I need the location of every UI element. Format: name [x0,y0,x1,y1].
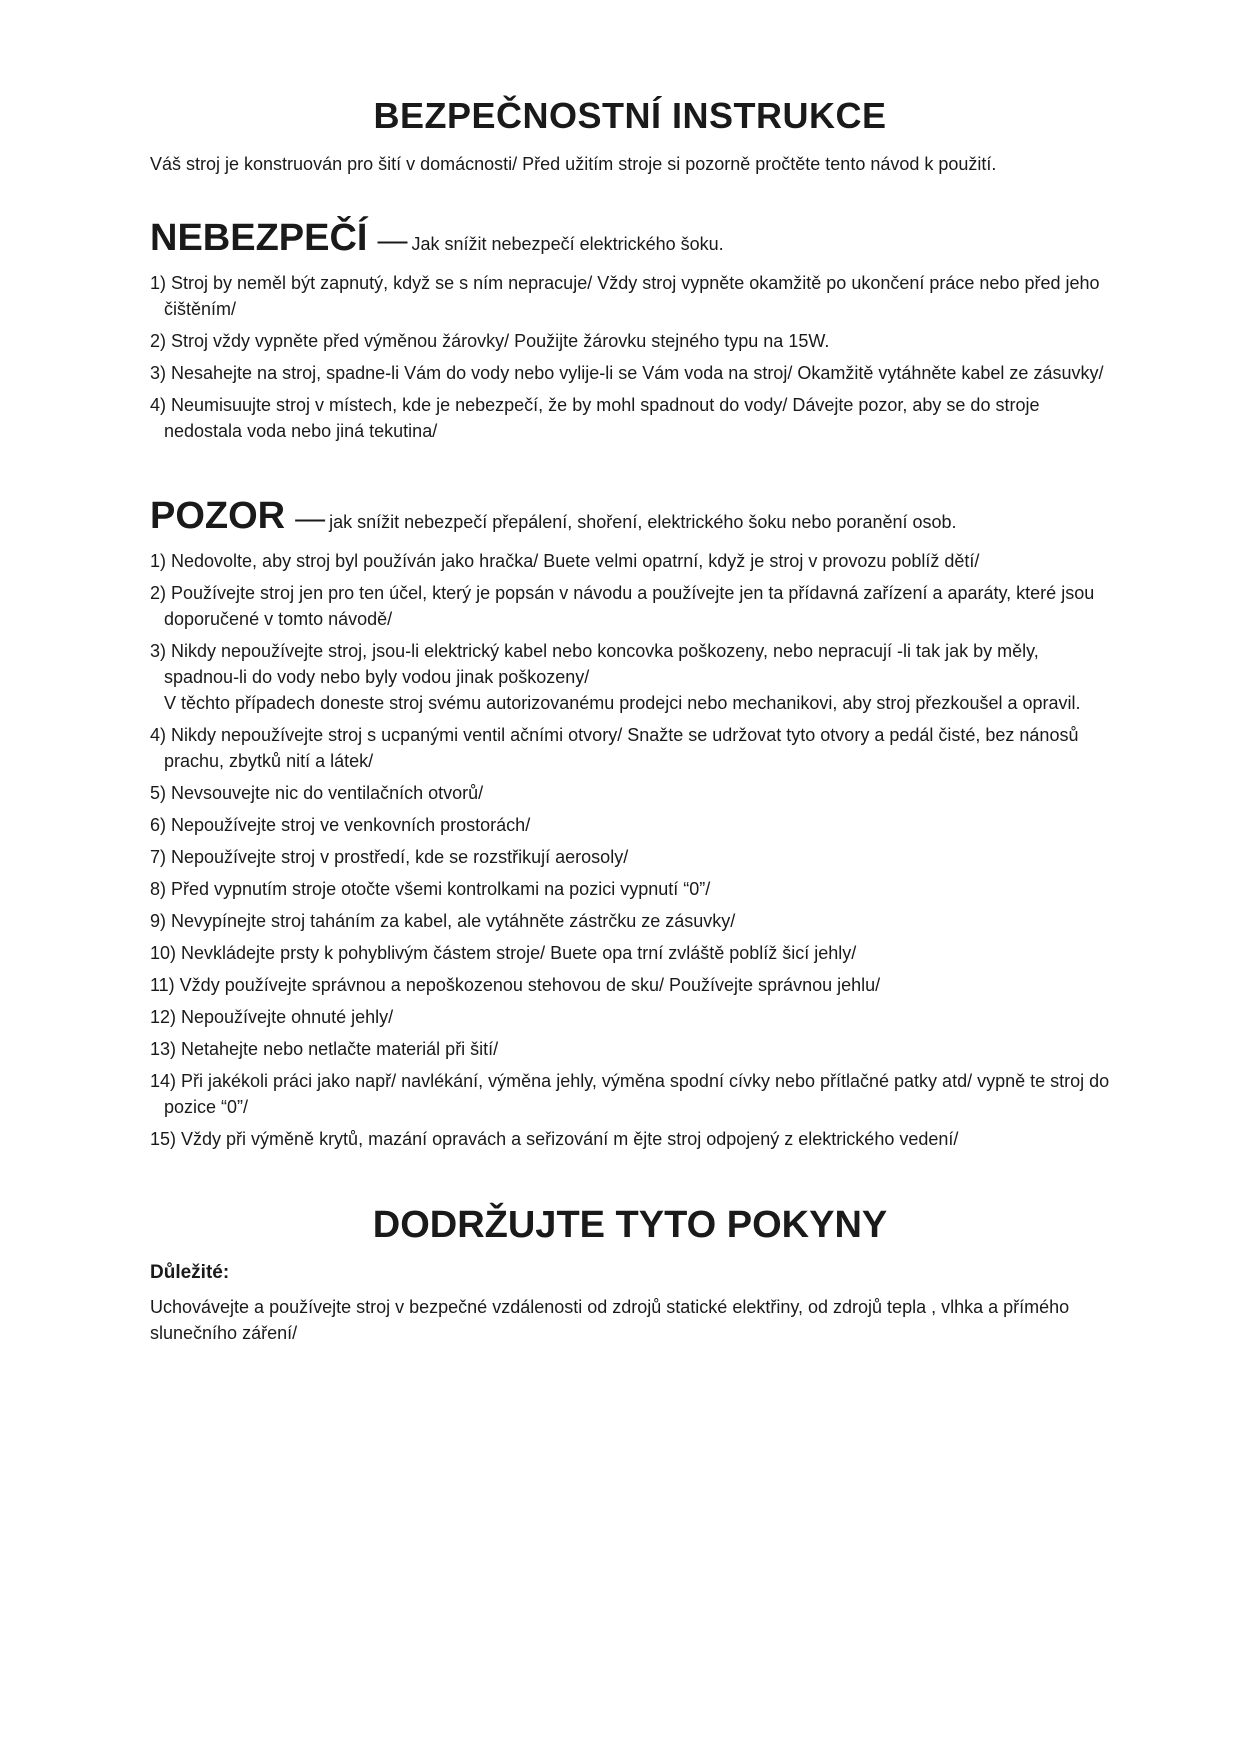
danger-item: 4) Neumisuujte stroj v místech, kde je nebezpečí, že by mohl spadnout do vody/ Dávejte pozor, aby se do stroje nedostala voda nebo jiná tekutina/ [150,395,1040,441]
danger-dash: — [377,224,408,257]
danger-item: 3) Nesahejte na stroj, spadne-li Vám do vody nebo vylije-li se Vám voda na stroj/ Okamžitě vytáhněte kabel ze zásuvky/ [150,363,1104,383]
caution-dash: — [295,502,326,535]
important-label: Důležité: [150,1262,230,1283]
caution-item: 1) Nedovolte, aby stroj byl používán jako hračka/ Buete velmi opatrní, když je stroj v provozu poblíž dětí/ [150,551,980,571]
caution-heading [150,492,1110,540]
danger-subtitle: Jak snížit nebezpečí elektrického šoku. [411,234,724,254]
document-page [150,92,1110,1346]
caution-title: POZOR [150,495,286,537]
important-text: Uchovávejte a používejte stroj v bezpečné vzdálenosti od zdrojů statické elektřiny, od zdrojů tepla , vlhka a přímého slunečního záření/ [150,1297,1070,1343]
caution-item: 2) Používejte stroj jen pro ten účel, který je popsán v návodu a používejte jen ta přídavná zařízení a aparáty, které jsou doporučené v tomto návodě/ [150,583,1095,629]
caution-item-3 [150,638,1110,716]
caution-item-3-extra: V těchto případech doneste stroj svému autorizovanému prodejci nebo mechanikovi, aby stroj přezkoušel a opravil. [164,693,1081,713]
caution-subtitle: jak snížit nebezpečí přepálení, shoření, elektrického šoku nebo poranění osob. [329,512,957,532]
danger-section [150,214,1110,444]
caution-item: 8) Před vypnutím stroje otočte všemi kontrolkami na pozici vypnutí “0”/ [150,879,711,899]
danger-heading [150,214,1110,262]
danger-item: 1) Stroj by neměl být zapnutý, když se s ním nepracuje/ Vždy stroj vypněte okamžitě po ukončení práce nebo před jeho čištěním/ [150,273,1100,319]
caution-item: 15) Vždy při výměně krytů, mazání opravách a seřizování m ějte stroj odpojený z elektrického vedení/ [150,1129,959,1149]
caution-item: 11) Vždy používejte správnou a nepoškozenou stehovou de sku/ Používejte správnou jehlu/ [150,975,881,995]
closing-title: DODRŽUJTE TYTO POKYNY [372,1204,888,1246]
caution-item: 10) Nevkládejte prsty k pohyblivým částem stroje/ Buete opa trní zvláště poblíž šicí jehly/ [150,943,857,963]
caution-item-3-text: 3) Nikdy nepoužívejte stroj, jsou-li elektrický kabel nebo koncovka poškozeny, nebo nepracují -li tak jak by měly, spadnou-li do vody nebo byly vodou jinak poškozeny/ [150,641,1039,687]
caution-item: 7) Nepoužívejte stroj v prostředí, kde se rozstřikují aerosoly/ [150,847,629,867]
caution-item: 6) Nepoužívejte stroj ve venkovních prostorách/ [150,815,531,835]
intro-text: Váš stroj je konstruován pro šití v domácnosti/ Před užitím stroje si pozorně pročtěte tento návod k použití. [150,154,997,174]
danger-title: NEBEZPEČÍ [150,217,368,259]
caution-item: 9) Nevypínejte stroj taháním za kabel, ale vytáhněte zástrčku ze zásuvky/ [150,911,736,931]
page-title: BEZPEČNOSTNÍ INSTRUKCE [373,95,887,136]
danger-list [150,270,1110,444]
caution-item: 13) Netahejte nebo netlačte materiál při šití/ [150,1039,499,1059]
caution-item: 5) Nevsouvejte nic do ventilačních otvorů/ [150,783,484,803]
caution-list [150,548,1110,1152]
caution-section [150,492,1110,1152]
danger-item: 2) Stroj vždy vypněte před výměnou žárovky/ Použijte žárovku stejného typu na 15W. [150,331,830,351]
caution-item: 12) Nepoužívejte ohnuté jehly/ [150,1007,394,1027]
caution-item: 14) Při jakékoli práci jako např/ navlékání, výměna jehly, výměna spodní cívky nebo přítlačné patky atd/ vypně te stroj do pozice “0”/ [150,1071,1110,1117]
caution-item: 4) Nikdy nepoužívejte stroj s ucpanými ventil ačními otvory/ Snažte se udržovat tyto otvory a pedál čisté, bez nánosů prachu, zbytků nití a látek/ [150,725,1079,771]
